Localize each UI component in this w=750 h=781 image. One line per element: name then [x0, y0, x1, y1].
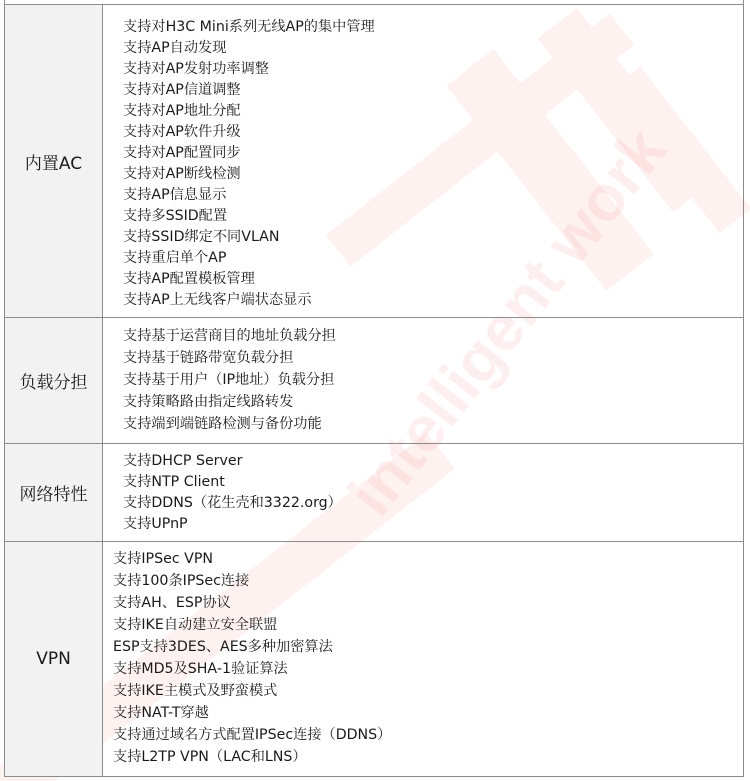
feature-item: 支持NAT-T穿越 [113, 705, 209, 721]
category-cell: VPN [5, 542, 103, 776]
feature-item: 支持AH、ESP协议 [113, 595, 231, 611]
feature-item: 支持L2TP VPN（LAC和LNS） [113, 749, 307, 765]
feature-item: 支持重启单个AP [123, 250, 227, 266]
feature-list [103, 542, 743, 776]
feature-item: 支持AP自动发现 [123, 40, 227, 56]
feature-item: 支持AP上无线客户端状态显示 [123, 292, 312, 308]
feature-item: 支持基于用户（IP地址）负载分担 [123, 372, 335, 388]
watermark-text: intelligent work [334, 114, 681, 529]
feature-item: 支持DDNS（花生壳和3322.org） [123, 495, 342, 511]
table-row [5, 444, 743, 542]
table-row [5, 4, 743, 318]
feature-item: 支持NTP Client [123, 474, 225, 490]
feature-item: 支持对AP软件升级 [123, 124, 241, 140]
feature-item: 支持通过域名方式配置IPSec连接（DDNS） [113, 727, 392, 743]
feature-item: 支持基于链路带宽负载分担 [123, 350, 294, 366]
feature-item: 支持策略路由指定线路转发 [123, 394, 294, 410]
feature-item: 支持SSID绑定不同VLAN [123, 229, 280, 245]
feature-item: 支持对AP信道调整 [123, 82, 241, 98]
feature-item: 支持IKE自动建立安全联盟 [113, 617, 278, 633]
feature-item: 支持UPnP [123, 516, 188, 532]
feature-item: ESP支持3DES、AES多种加密算法 [113, 639, 333, 655]
feature-item: 支持端到端链路检测与备份功能 [123, 416, 322, 432]
spec-table [4, 0, 744, 777]
category-cell: 负载分担 [5, 318, 103, 443]
feature-item: 支持AP配置模板管理 [123, 271, 255, 287]
feature-item: 支持多SSID配置 [123, 208, 228, 224]
feature-item: 支持基于运营商目的地址负载分担 [123, 328, 336, 344]
feature-item: 支持IPSec VPN [113, 551, 214, 567]
table-row [5, 318, 743, 444]
feature-item: 支持对AP地址分配 [123, 103, 241, 119]
feature-item: 支持对AP配置同步 [123, 145, 241, 161]
category-cell: 内置AC [5, 5, 103, 317]
category-cell: 网络特性 [5, 444, 103, 541]
feature-item: 支持100条IPSec连接 [113, 573, 250, 589]
feature-item: 支持IKE主模式及野蛮模式 [113, 683, 278, 699]
feature-item: 支持AP信息显示 [123, 187, 227, 203]
feature-item: 支持对AP发射功率调整 [123, 61, 269, 77]
table-row [5, 542, 743, 777]
feature-item: 支持对H3C Mini系列无线AP的集中管理 [123, 19, 375, 35]
feature-item: 支持DHCP Server [123, 453, 243, 469]
feature-list [103, 5, 743, 317]
feature-item: 支持MD5及SHA-1验证算法 [113, 661, 288, 677]
feature-item: 支持对AP断线检测 [123, 166, 241, 182]
feature-list [103, 318, 743, 443]
feature-list [103, 444, 743, 541]
